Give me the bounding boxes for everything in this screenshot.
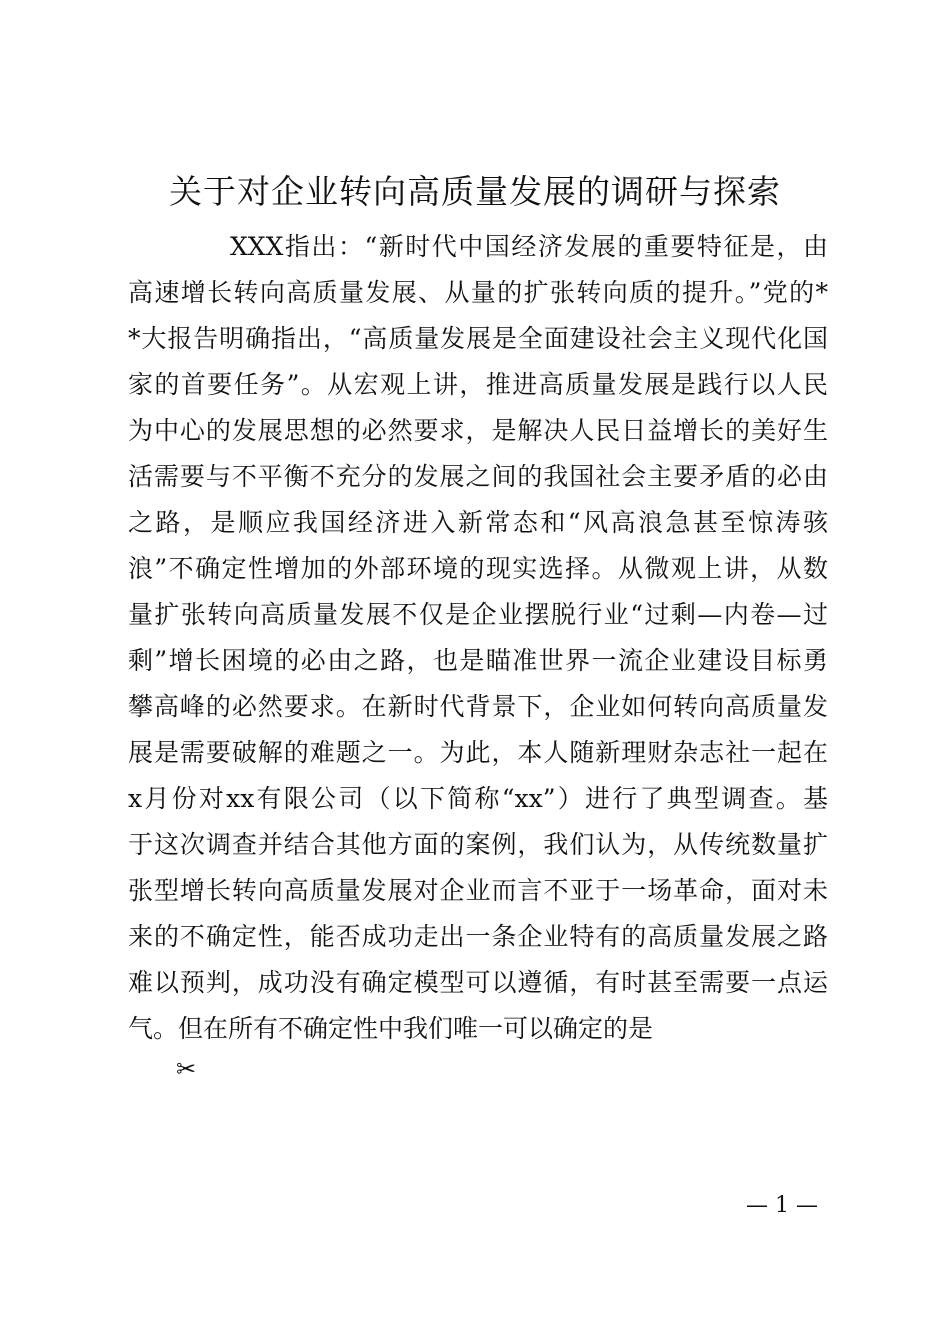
paragraph-line: 浪”不确定性增加的外部环境的现实选择。从微观上讲，从数 (128, 554, 828, 583)
paragraph-line: 气。但在所有不确定性中我们唯一可以确定的是 (128, 1014, 654, 1043)
paragraph-line: 张型增长转向高质量发展对企业而言不亚于一场革命，面对未 (128, 876, 828, 905)
paragraph-line: 为中心的发展思想的必然要求，是解决人民日益增长的美好生 (128, 416, 828, 445)
page-number: — 1 — (746, 1193, 818, 1218)
paragraph-line: 攀高峰的必然要求。在新时代背景下，企业如何转向高质量发 (128, 692, 828, 721)
scissors-icon: ✂ (176, 1055, 197, 1083)
paragraph-line: *大报告明确指出，“高质量发展是全面建设社会主义现代化国 (128, 324, 828, 353)
paragraph-line: 量扩张转向高质量发展不仅是企业摆脱行业“过剩—内卷—过 (128, 600, 828, 629)
body-paragraph (128, 224, 828, 1052)
paragraph-line: 来的不确定性，能否成功走出一条企业特有的高质量发展之路 (128, 922, 828, 951)
paragraph-line: 之路，是顺应我国经济进入新常态和“风高浪急甚至惊涛骇 (128, 508, 828, 537)
paragraph-line: 活需要与不平衡不充分的发展之间的我国社会主要矛盾的必由 (128, 462, 828, 491)
paragraph-line: x月份对xx有限公司（以下简称“xx”）进行了典型调查。基 (128, 784, 828, 813)
paragraph-line: 家的首要任务”。从宏观上讲，推进高质量发展是践行以人民 (128, 370, 828, 399)
document-title: 关于对企业转向高质量发展的调研与探索 (169, 172, 781, 211)
paragraph-line: XXX指出：“新时代中国经济发展的重要特征是，由 (230, 232, 828, 261)
paragraph-line: 展是需要破解的难题之一。为此，本人随新理财杂志社一起在 (128, 738, 828, 767)
paragraph-line: 剩”增长困境的必由之路，也是瞄准世界一流企业建设目标勇 (128, 646, 828, 675)
paragraph-line: 高速增长转向高质量发展、从量的扩张转向质的提升。”党的* (128, 278, 828, 307)
paragraph-line: 于这次调查并结合其他方面的案例，我们认为，从传统数量扩 (128, 830, 828, 859)
paragraph-line: 难以预判，成功没有确定模型可以遵循，有时甚至需要一点运 (128, 968, 828, 997)
